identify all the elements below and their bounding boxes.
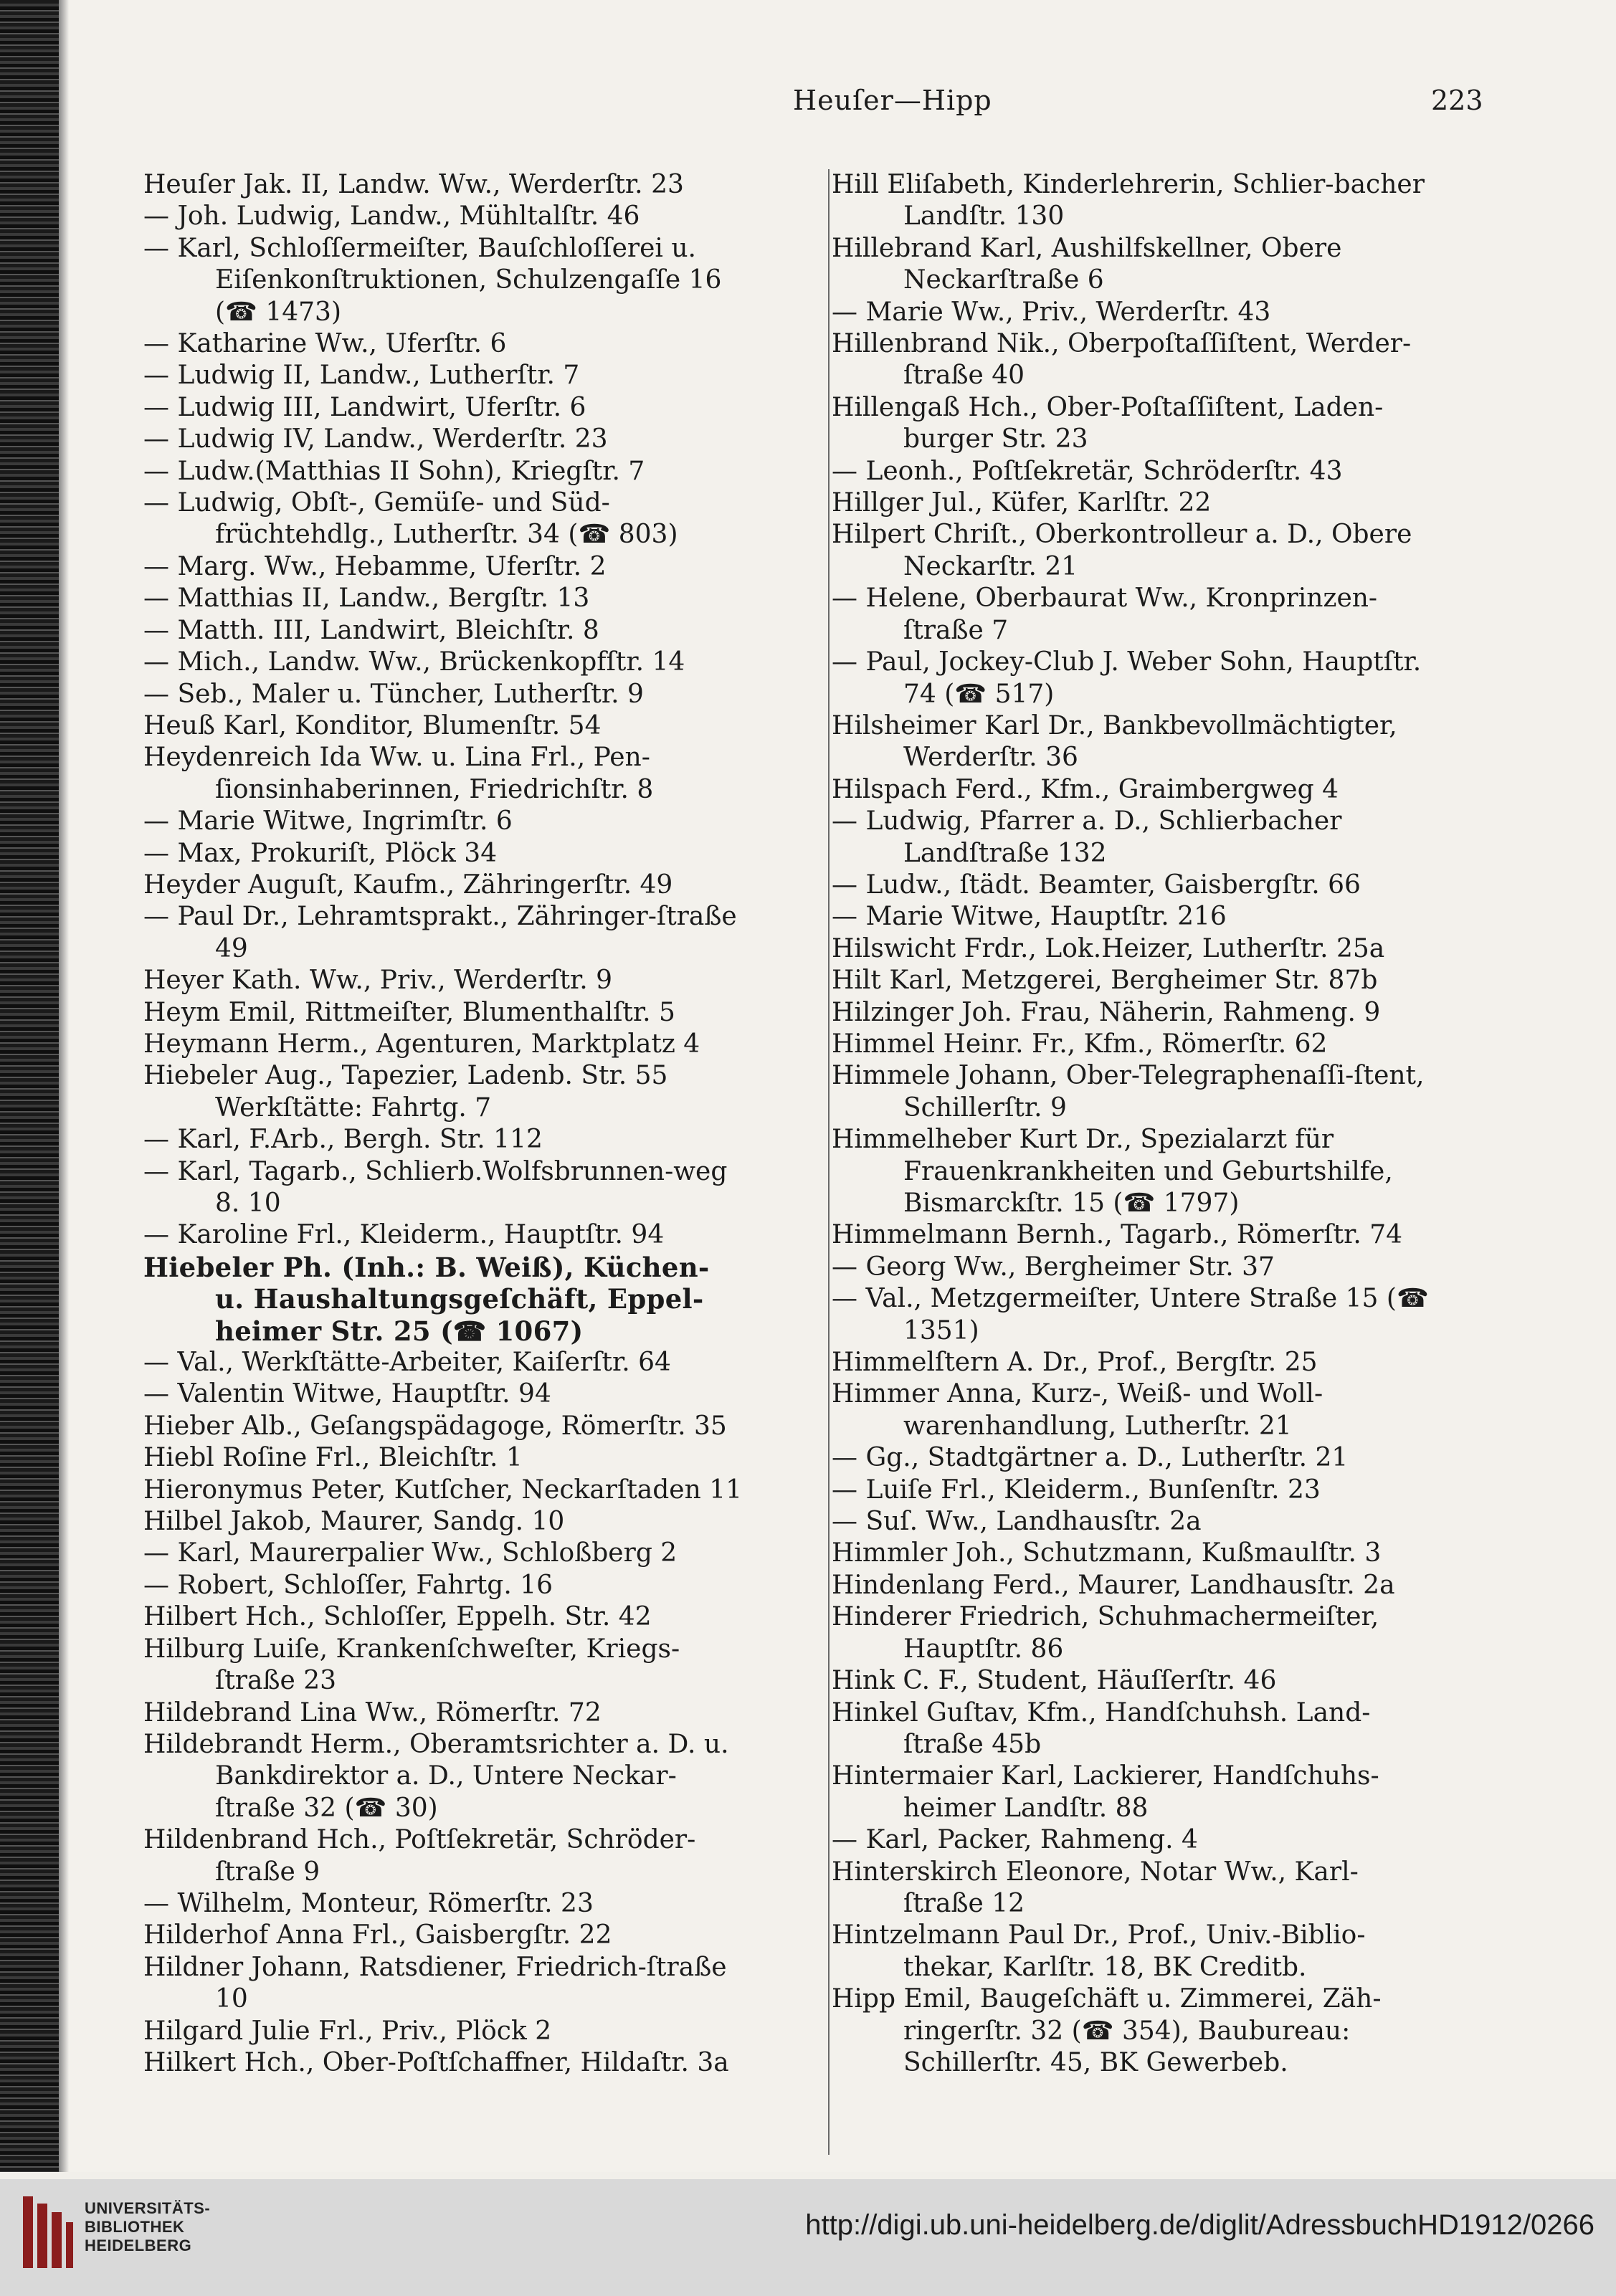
directory-entry: — Marg. Ww., Hebamme, Uferſtr. 2 bbox=[143, 551, 607, 581]
directory-entry: Hindenlang Ferd., Maurer, Landhausſtr. 2a bbox=[832, 1570, 1395, 1600]
directory-entry: — Mich., Landw. Ww., Brückenkopfſtr. 14 bbox=[143, 647, 685, 677]
directory-entry: — Karl, Maurerpalier Ww., Schloßberg 2 bbox=[143, 1538, 678, 1568]
directory-entry: Hieronymus Peter, Kutſcher, Neckarſtaden 11 bbox=[143, 1475, 743, 1505]
directory-entry: — Karl, F.Arb., Bergh. Str. 112 bbox=[143, 1125, 543, 1155]
directory-entry: Hinterskirch Eleonore, Notar Ww., Karl-ſtraße 12 bbox=[832, 1857, 1359, 1918]
directory-entry: — Marie Witwe, Ingrimſtr. 6 bbox=[143, 806, 513, 837]
directory-entry: — Ludwig III, Landwirt, Uferſtr. 6 bbox=[143, 392, 586, 422]
directory-entry: Hildenbrand Hch., Poſtſekretär, Schröder-ſtraße 9 bbox=[143, 1825, 696, 1887]
directory-entry: — Ludwig II, Landw., Lutherſtr. 7 bbox=[143, 361, 580, 391]
directory-entry: Hillengaß Hch., Ober-Poſtaſſiſtent, Laden-burger Str. 23 bbox=[832, 392, 1384, 454]
directory-entry: Heuſer Jak. II, Landw. Ww., Werderſtr. 23 bbox=[143, 170, 684, 199]
directory-entry: Hilt Karl, Metzgerei, Bergheimer Str. 87b bbox=[832, 966, 1378, 996]
directory-entry: Hillenbrand Nik., Oberpoſtaſſiſtent, Werder-ſtraße 40 bbox=[832, 329, 1412, 391]
directory-entry: Himmler Joh., Schutzmann, Kußmaulſtr. 3 bbox=[832, 1538, 1382, 1568]
directory-entry: — Val., Metzgermeiſter, Untere Straße 15 (☎ 1351) bbox=[832, 1284, 1429, 1345]
library-name-line2: BIBLIOTHEK bbox=[85, 2218, 185, 2236]
directory-entry: Hiebeler Ph. (Inh.: B. Weiß), Küchen- u. Haushaltungsgeſchäft, Eppel-heimer Str. 25 (☎ 1067) bbox=[143, 1251, 710, 1347]
directory-entry: Hiebeler Aug., Tapezier, Ladenb. Str. 55 Werkſtätte: Fahrtg. 7 bbox=[143, 1061, 668, 1123]
directory-entry: Hinkel Guſtav, Kfm., Handſchuhsh. Land-ſtraße 45b bbox=[832, 1697, 1371, 1759]
directory-entry: — Ludw.(Matthias II Sohn), Kriegſtr. 7 bbox=[143, 456, 645, 486]
directory-entry: Heydenreich Ida Ww. u. Lina Frl., Pen-ſionsinhaberinnen, Friedrichſtr. 8 bbox=[143, 743, 654, 804]
directory-entry: — Ludwig, Pfarrer a. D., Schlierbacher Landſtraße 132 bbox=[832, 806, 1342, 868]
directory-entry: Hilderhof Anna Frl., Gaisbergſtr. 22 bbox=[143, 1920, 612, 1950]
directory-entry: — Luiſe Frl., Kleiderm., Bunſenſtr. 23 bbox=[832, 1475, 1321, 1505]
directory-entry: Hilspach Ferd., Kfm., Graimbergweg 4 bbox=[832, 774, 1339, 804]
directory-entry: Hintermaier Karl, Lackierer, Handſchuhs-heimer Landſtr. 88 bbox=[832, 1761, 1379, 1823]
directory-entry: — Matthias II, Landw., Bergſtr. 13 bbox=[143, 583, 590, 614]
scan-binding-edge bbox=[0, 0, 59, 2172]
directory-entry: Heyer Kath. Ww., Priv., Werderſtr. 9 bbox=[143, 966, 613, 996]
directory-entry: Hinderer Friedrich, Schuhmachermeiſter, Hauptſtr. 86 bbox=[832, 1602, 1379, 1664]
directory-entry: — Valentin Witwe, Hauptſtr. 94 bbox=[143, 1379, 551, 1409]
directory-entry: Hipp Emil, Baugeſchäft u. Zimmerei, Zäh-ringerſtr. 32 (☎ 354), Baubureau: Schillerſtr. 45, BK Gewerbeb. bbox=[832, 1984, 1382, 2077]
directory-entry: — Marie Ww., Priv., Werderſtr. 43 bbox=[832, 297, 1271, 327]
directory-entry: Hilburg Luiſe, Krankenſchweſter, Kriegs-ſtraße 23 bbox=[143, 1634, 680, 1696]
directory-entry: Hiebl Roſine Frl., Bleichſtr. 1 bbox=[143, 1443, 523, 1473]
directory-entry: Hilzinger Joh. Frau, Näherin, Rahmeng. 9 bbox=[832, 997, 1381, 1027]
directory-entry: Heym Emil, Rittmeiſter, Blumenthalſtr. 5 bbox=[143, 997, 675, 1027]
directory-entry: — Leonh., Poſtſekretär, Schröderſtr. 43 bbox=[832, 456, 1343, 486]
directory-entry: Hill Eliſabeth, Kinderlehrerin, Schlier-bacher Landſtr. 130 bbox=[832, 170, 1425, 232]
directory-entry: — Paul, Jockey-Club J. Weber Sohn, Hauptſtr. 74 (☎ 517) bbox=[832, 647, 1422, 709]
directory-entry: — Ludwig, Obſt-, Gemüſe- und Süd-früchtehdlg., Lutherſtr. 34 (☎ 803) bbox=[143, 488, 678, 550]
directory-entry: Himmer Anna, Kurz-, Weiß- und Woll-warenhandlung, Lutherſtr. 21 bbox=[832, 1379, 1323, 1441]
page-number: 223 bbox=[1431, 85, 1483, 116]
directory-entry: Hieber Alb., Geſangspädagoge, Römerſtr. 35 bbox=[143, 1411, 727, 1441]
directory-entry: — Paul Dr., Lehramtsprakt., Zähringer-ſtraße 49 bbox=[143, 902, 737, 963]
directory-entry: — Karoline Frl., Kleiderm., Hauptſtr. 94 bbox=[143, 1220, 665, 1250]
library-name bbox=[85, 2199, 210, 2255]
directory-entry: Heyder Auguſt, Kaufm., Zähringerſtr. 49 bbox=[143, 870, 673, 900]
directory-entry: Hildebrand Lina Ww., Römerſtr. 72 bbox=[143, 1697, 602, 1728]
directory-entry: — Seb., Maler u. Tüncher, Lutherſtr. 9 bbox=[143, 679, 644, 709]
directory-entry: — Karl, Packer, Rahmeng. 4 bbox=[832, 1825, 1198, 1855]
directory-entry: Hilbel Jakob, Maurer, Sandg. 10 bbox=[143, 1507, 565, 1537]
directory-entry: — Max, Prokuriſt, Plöck 34 bbox=[143, 838, 498, 868]
directory-entry: — Gg., Stadtgärtner a. D., Lutherſtr. 21 bbox=[832, 1443, 1349, 1473]
directory-entry: Hintzelmann Paul Dr., Prof., Univ.-Biblio-thekar, Karlſtr. 18, BK Creditb. bbox=[832, 1920, 1366, 1982]
directory-entry: Hilgard Julie Frl., Priv., Plöck 2 bbox=[143, 2016, 552, 2046]
directory-entry: Hillebrand Karl, Aushilfskellner, Obere Neckarſtraße 6 bbox=[832, 233, 1342, 295]
running-head: Heuſer—Hipp bbox=[793, 85, 992, 116]
directory-entry: — Ludw., ſtädt. Beamter, Gaisbergſtr. 66 bbox=[832, 870, 1361, 900]
directory-entry: Hilbert Hch., Schloſſer, Eppelh. Str. 42 bbox=[143, 1602, 652, 1632]
directory-entry: Hilkert Hch., Ober-Poſtſchaffner, Hildaſtr. 3a bbox=[143, 2047, 729, 2077]
directory-entry: Himmelſtern A. Dr., Prof., Bergſtr. 25 bbox=[832, 1348, 1318, 1378]
right-column bbox=[832, 169, 1434, 2079]
library-name-line3: HEIDELBERG bbox=[85, 2237, 192, 2254]
directory-entry: Hildner Johann, Ratsdiener, Friedrich-ſtraße 10 bbox=[143, 1952, 727, 2014]
directory-entry: — Karl, Schloſſermeiſter, Bauſchloſſerei u. Eiſenkonſtruktionen, Schulzengaſſe 16 (☎ 1473) bbox=[143, 233, 722, 327]
directory-entry: Hilswicht Frdr., Lok.Heizer, Lutherſtr. 25a bbox=[832, 933, 1385, 963]
directory-entry: Hink C. F., Student, Häuſſerſtr. 46 bbox=[832, 1666, 1277, 1696]
directory-entry: Heymann Herm., Agenturen, Marktplatz 4 bbox=[143, 1029, 700, 1059]
column-divider bbox=[828, 169, 830, 2155]
library-name-line1: UNIVERSITÄTS- bbox=[85, 2199, 211, 2217]
directory-entry: Hilpert Chriſt., Oberkontrolleur a. D., Obere Neckarſtr. 21 bbox=[832, 520, 1412, 581]
directory-entry: Hildebrandt Herm., Oberamtsrichter a. D. u. Bankdirektor a. D., Untere Neckar-ſtraße 32 (☎ 30) bbox=[143, 1729, 729, 1823]
library-logo-icon bbox=[23, 2196, 73, 2268]
directory-entry: Heuß Karl, Konditor, Blumenſtr. 54 bbox=[143, 710, 602, 740]
directory-entry: — Joh. Ludwig, Landw., Mühltalſtr. 46 bbox=[143, 201, 640, 232]
left-column bbox=[143, 169, 746, 2079]
source-url-link[interactable]: http://digi.ub.uni-heidelberg.de/diglit/AdressbuchHD1912/0266 bbox=[805, 2209, 1594, 2241]
directory-entry: Himmel Heinr. Fr., Kfm., Römerſtr. 62 bbox=[832, 1029, 1328, 1059]
directory-entry: — Val., Werkſtätte-Arbeiter, Kaiſerſtr. 64 bbox=[143, 1348, 671, 1378]
directory-entry: — Ludwig IV, Landw., Werderſtr. 23 bbox=[143, 424, 608, 454]
directory-entry: Himmelheber Kurt Dr., Spezialarzt für Frauenkrankheiten und Geburtshilfe, Bismarckſtr. 15 (☎ 1797) bbox=[832, 1125, 1393, 1218]
directory-entry: — Matth. III, Landwirt, Bleichſtr. 8 bbox=[143, 615, 599, 645]
footer-bar bbox=[0, 2179, 1616, 2296]
directory-entry: Hillger Jul., Küfer, Karlſtr. 22 bbox=[832, 488, 1212, 518]
directory-entry: Himmelmann Bernh., Tagarb., Römerſtr. 74 bbox=[832, 1220, 1403, 1250]
directory-entry: — Robert, Schloſſer, Fahrtg. 16 bbox=[143, 1570, 553, 1600]
directory-entry: — Marie Witwe, Hauptſtr. 216 bbox=[832, 902, 1227, 932]
directory-entry: — Karl, Tagarb., Schlierb.Wolfsbrunnen-weg 8. 10 bbox=[143, 1156, 728, 1218]
directory-entry: — Georg Ww., Bergheimer Str. 37 bbox=[832, 1252, 1275, 1282]
directory-entry: Himmele Johann, Ober-Telegraphenaſſi-ſtent, Schillerſtr. 9 bbox=[832, 1061, 1425, 1123]
directory-entry: — Katharine Ww., Uferſtr. 6 bbox=[143, 329, 507, 359]
directory-entry: — Wilhelm, Monteur, Römerſtr. 23 bbox=[143, 1888, 594, 1918]
directory-entry: Hilsheimer Karl Dr., Bankbevollmächtigter, Werderſtr. 36 bbox=[832, 710, 1397, 773]
directory-entry: — Helene, Oberbaurat Ww., Kronprinzen-ſtraße 7 bbox=[832, 583, 1378, 645]
directory-entry: — Suſ. Ww., Landhausſtr. 2a bbox=[832, 1507, 1202, 1537]
